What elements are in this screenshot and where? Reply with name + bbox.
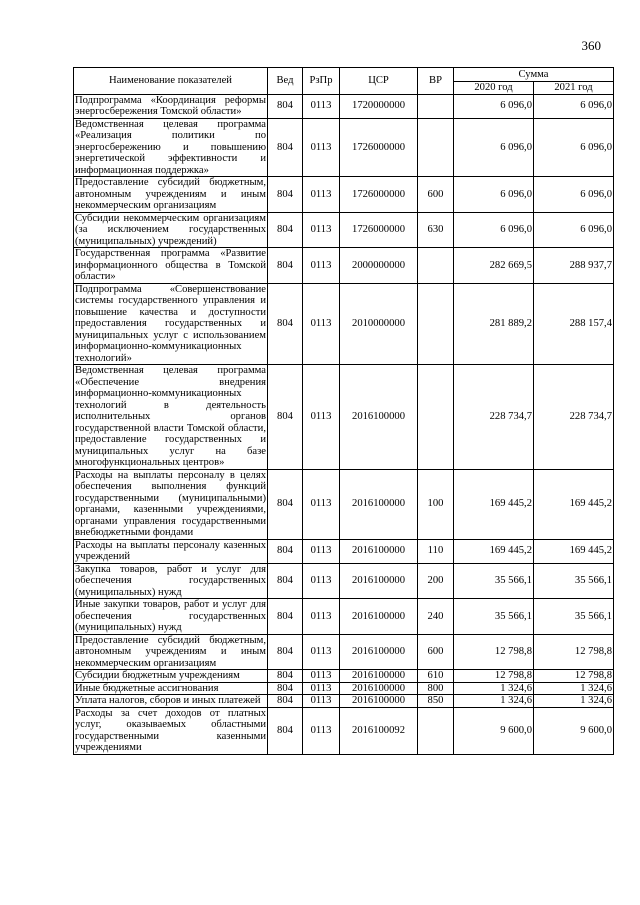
cell-rzpr: 0113: [303, 118, 340, 177]
cell-name: Субсидии бюджетным учреждениям: [74, 670, 268, 683]
cell-sum-2021: 288 157,4: [534, 283, 614, 365]
cell-sum-2020: 228 734,7: [454, 365, 534, 470]
cell-vr: 240: [418, 599, 454, 635]
cell-csr: 2016100000: [340, 695, 418, 708]
table-row: [74, 212, 614, 248]
cell-ved: 804: [268, 177, 303, 213]
header-csr: ЦСР: [340, 68, 418, 95]
table-row: [74, 599, 614, 635]
cell-name: Расходы на выплаты персоналу в целях обеспечения выполнения функций государственными (муниципальными) органами, казенными учреждениями, органами управления государственными внебюджетными фондами: [75, 469, 266, 538]
table-row: [74, 707, 614, 754]
cell-name: Расходы за счет доходов от платных услуг, оказываемых областными государственными казенными учреждениями: [75, 707, 266, 753]
cell-sum-2021: 1 324,6: [534, 695, 614, 708]
cell-csr: 2016100000: [340, 539, 418, 563]
cell-ved: 804: [268, 94, 303, 118]
header-name: Наименование показателей: [74, 68, 268, 95]
cell-vr: [418, 118, 454, 177]
table-row: [74, 539, 614, 563]
cell-sum-2020: 1 324,6: [454, 682, 534, 695]
cell-name: Закупка товаров, работ и услуг для обеспечения государственных (муниципальных) нужд: [75, 563, 266, 598]
cell-sum-2020: 169 445,2: [454, 469, 534, 539]
cell-sum-2021: 6 096,0: [534, 94, 614, 118]
cell-vr: [418, 283, 454, 365]
cell-name: Подпрограмма «Совершенствование системы государственного управления и повышение качества и доступности предоставления государственных и муниципальных услуг с использованием информационно-коммуникационных технологий»: [75, 283, 266, 364]
cell-ved: 804: [268, 212, 303, 248]
cell-sum-2021: 6 096,0: [534, 177, 614, 213]
cell-csr: 2016100000: [340, 634, 418, 670]
cell-rzpr: 0113: [303, 563, 340, 599]
cell-name: Ведомственная целевая программа «Реализация политики по энергосбережению и повышению энергетической эффективности и информационная поддержка»: [75, 118, 266, 176]
cell-sum-2020: 6 096,0: [454, 212, 534, 248]
cell-name: Уплата налогов, сборов и иных платежей: [74, 695, 268, 708]
cell-vr: [418, 707, 454, 754]
cell-name: Предоставление субсидий бюджетным, автономным учреждениям и иным некоммерческим организациям: [75, 634, 266, 669]
cell-csr: 2016100000: [340, 599, 418, 635]
cell-rzpr: 0113: [303, 539, 340, 563]
table-row: [74, 563, 614, 599]
cell-rzpr: 0113: [303, 94, 340, 118]
cell-name: Ведомственная целевая программа «Обеспечение внедрения информационно-коммуникационных технологий в деятельность исполнительных органов государственной власти Томской области, предоставление государственных и муниципальных услуг на базе многофункциональных центров»: [75, 365, 266, 468]
cell-ved: 804: [268, 539, 303, 563]
cell-ved: 804: [268, 118, 303, 177]
cell-vr: 100: [418, 469, 454, 539]
cell-sum-2020: 35 566,1: [454, 563, 534, 599]
cell-rzpr: 0113: [303, 695, 340, 708]
table-row: [74, 365, 614, 470]
cell-sum-2020: 281 889,2: [454, 283, 534, 365]
cell-sum-2021: 12 798,8: [534, 670, 614, 683]
cell-sum-2021: 35 566,1: [534, 563, 614, 599]
table-row: [74, 283, 614, 365]
cell-sum-2021: 169 445,2: [534, 469, 614, 539]
cell-csr: 2016100000: [340, 682, 418, 695]
table-row: [74, 670, 614, 683]
cell-rzpr: 0113: [303, 469, 340, 539]
cell-csr: 2016100000: [340, 469, 418, 539]
budget-table: [73, 67, 614, 755]
cell-vr: [418, 365, 454, 470]
cell-rzpr: 0113: [303, 365, 340, 470]
cell-csr: 1726000000: [340, 212, 418, 248]
cell-csr: 1726000000: [340, 177, 418, 213]
table-row: [74, 695, 614, 708]
cell-sum-2021: 288 937,7: [534, 248, 614, 284]
cell-sum-2020: 6 096,0: [454, 177, 534, 213]
cell-ved: 804: [268, 283, 303, 365]
cell-name: Подпрограмма «Координация реформы энергосбережения Томской области»: [75, 94, 266, 117]
cell-sum-2020: 6 096,0: [454, 94, 534, 118]
cell-sum-2021: 1 324,6: [534, 682, 614, 695]
table-row: [74, 248, 614, 284]
cell-ved: 804: [268, 563, 303, 599]
page-number: 360: [581, 38, 601, 53]
cell-rzpr: 0113: [303, 599, 340, 635]
cell-rzpr: 0113: [303, 177, 340, 213]
table-row: [74, 177, 614, 213]
cell-vr: 600: [418, 634, 454, 670]
cell-sum-2020: 1 324,6: [454, 695, 534, 708]
cell-name: Расходы на выплаты персоналу казенных учреждений: [75, 539, 266, 562]
cell-sum-2021: 35 566,1: [534, 599, 614, 635]
cell-csr: 1726000000: [340, 118, 418, 177]
cell-vr: [418, 248, 454, 284]
table-body: [74, 94, 614, 754]
cell-vr: 200: [418, 563, 454, 599]
cell-sum-2021: 6 096,0: [534, 212, 614, 248]
cell-csr: 2010000000: [340, 283, 418, 365]
cell-sum-2020: 169 445,2: [454, 539, 534, 563]
cell-vr: 600: [418, 177, 454, 213]
header-year-2021: 2021 год: [534, 82, 614, 95]
cell-sum-2020: 12 798,8: [454, 634, 534, 670]
header-rzpr: РзПр: [303, 68, 340, 95]
cell-ved: 804: [268, 695, 303, 708]
cell-rzpr: 0113: [303, 707, 340, 754]
cell-name: Иные закупки товаров, работ и услуг для обеспечения государственных (муниципальных) нужд: [75, 599, 266, 633]
cell-ved: 804: [268, 599, 303, 635]
cell-name: Предоставление субсидий бюджетным, автономным учреждениям и иным некоммерческим организациям: [75, 177, 266, 211]
cell-ved: 804: [268, 682, 303, 695]
cell-name: Иные бюджетные ассигнования: [74, 682, 268, 695]
cell-csr: 2016100000: [340, 670, 418, 683]
cell-vr: [418, 94, 454, 118]
header-sum: Сумма: [454, 68, 614, 82]
cell-sum-2021: 12 798,8: [534, 634, 614, 670]
cell-rzpr: 0113: [303, 212, 340, 248]
cell-sum-2021: 228 734,7: [534, 365, 614, 470]
cell-sum-2021: 169 445,2: [534, 539, 614, 563]
cell-ved: 804: [268, 248, 303, 284]
cell-rzpr: 0113: [303, 670, 340, 683]
cell-vr: 110: [418, 539, 454, 563]
cell-csr: 2016100092: [340, 707, 418, 754]
cell-name: Субсидии некоммерческим организациям (за исключением государственных (муниципальных) учреждений): [75, 212, 266, 247]
cell-sum-2020: 12 798,8: [454, 670, 534, 683]
cell-vr: 610: [418, 670, 454, 683]
header-vr: ВР: [418, 68, 454, 95]
table-row: [74, 634, 614, 670]
cell-csr: 2000000000: [340, 248, 418, 284]
cell-rzpr: 0113: [303, 283, 340, 365]
cell-rzpr: 0113: [303, 634, 340, 670]
cell-vr: 630: [418, 212, 454, 248]
cell-sum-2020: 9 600,0: [454, 707, 534, 754]
cell-rzpr: 0113: [303, 682, 340, 695]
cell-csr: 1720000000: [340, 94, 418, 118]
table-row: [74, 469, 614, 539]
cell-ved: 804: [268, 634, 303, 670]
cell-sum-2021: 9 600,0: [534, 707, 614, 754]
cell-vr: 850: [418, 695, 454, 708]
cell-ved: 804: [268, 670, 303, 683]
table-row: [74, 94, 614, 118]
cell-sum-2020: 6 096,0: [454, 118, 534, 177]
header-year-2020: 2020 год: [454, 82, 534, 95]
cell-rzpr: 0113: [303, 248, 340, 284]
cell-ved: 804: [268, 365, 303, 470]
table-row: [74, 682, 614, 695]
cell-ved: 804: [268, 707, 303, 754]
header-ved: Вед: [268, 68, 303, 95]
cell-ved: 804: [268, 469, 303, 539]
table-header: [74, 68, 614, 95]
cell-name: Государственная программа «Развитие информационного общества в Томской области»: [75, 248, 266, 282]
cell-csr: 2016100000: [340, 365, 418, 470]
cell-sum-2020: 282 669,5: [454, 248, 534, 284]
cell-sum-2020: 35 566,1: [454, 599, 534, 635]
cell-vr: 800: [418, 682, 454, 695]
cell-csr: 2016100000: [340, 563, 418, 599]
table-row: [74, 118, 614, 177]
cell-sum-2021: 6 096,0: [534, 118, 614, 177]
